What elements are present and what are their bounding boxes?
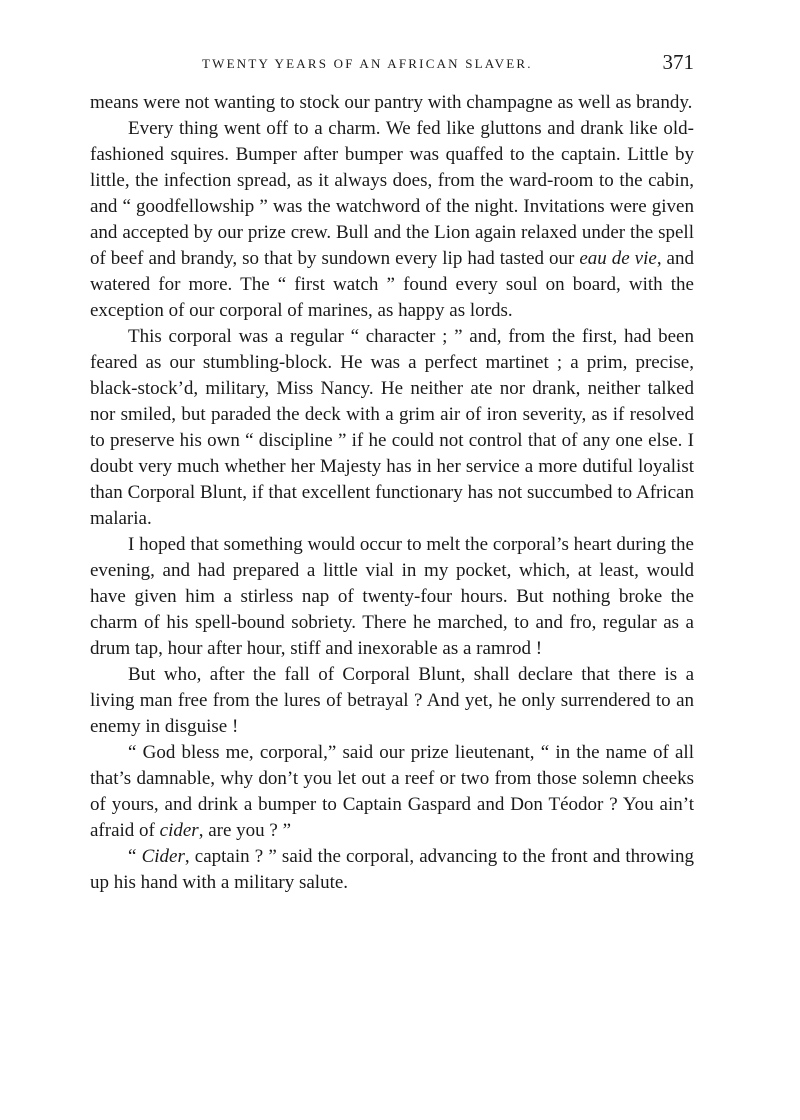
italic-word: cider xyxy=(159,820,199,841)
text-run: “ God bless me, corporal,” said our prize lieutenant, “ in the name of all that’s damnable, why don’t you let out a reef or two from those solemn cheeks of yours, and drink a bumper to Captain Gaspard and Don Téodor ? You ain’t afraid of xyxy=(90,742,694,841)
paragraph xyxy=(90,740,694,844)
paragraph xyxy=(90,662,694,740)
book-page xyxy=(90,50,694,896)
paragraph xyxy=(90,116,694,324)
paragraph xyxy=(90,844,694,896)
paragraph xyxy=(90,324,694,532)
text-run: But who, after the fall of Corporal Blunt, shall declare that there is a living man free from the lures of betrayal ? And yet, he only surrendered to an enemy in disguise ! xyxy=(90,664,694,737)
paragraph xyxy=(90,90,694,116)
running-title: TWENTY YEARS OF AN AFRICAN SLAVER. xyxy=(202,56,533,71)
italic-phrase: eau de vie xyxy=(579,248,657,269)
text-run: , are you ? ” xyxy=(198,820,291,841)
text-run: “ xyxy=(128,846,142,867)
text-run: I hoped that something would occur to melt the corporal’s heart during the evening, and had prepared a little vial in my pocket, which, at least, would have given him a stirless nap of twenty-four hours. But nothing broke the charm of his spell-bound sobriety. There he marched, to and fro, regular as a drum tap, hour after hour, stiff and inexorable as a ramrod ! xyxy=(90,534,694,659)
body-text xyxy=(90,90,694,896)
paragraph xyxy=(90,532,694,662)
page-number: 371 xyxy=(662,50,694,74)
text-run: This corporal was a regular “ character ; ” and, from the first, had been feared as our stumbling-block. He was a perfect martinet ; a prim, precise, black-stock’d, military, Miss Nancy. He neither ate nor drank, neither talked nor smiled, but paraded the deck with a grim air of iron severity, as if resolved to preserve his own “ discipline ” if he could not control that of any one else. I doubt very much whether her Majesty has in her service a more dutiful loyalist than Corporal Blunt, if that excellent functionary has not succumbed to African malaria. xyxy=(90,326,694,529)
italic-word: Cider xyxy=(141,846,185,867)
text-run: , captain ? ” said the corporal, advancing to the front and throwing up his hand with a military salute. xyxy=(90,846,695,893)
text-run: means were not wanting to stock our pantry with champagne as well as brandy. xyxy=(90,92,693,113)
text-run: , and watered for more. The “ first watch ” found every soul on board, with the exception of our corporal of marines, as happy as lords. xyxy=(90,248,694,321)
text-run: Every thing went off to a charm. We fed like gluttons and drank like old-fashioned squires. Bumper after bumper was quaffed to the captain. Little by little, the infection spread, as it always does, from the ward-room to the cabin, and “ goodfellowship ” was the watchword of the night. Invitations were given and accepted by our prize crew. Bull and the Lion again relaxed under the spell of beef and brandy, so that by sundown every lip had tasted our xyxy=(90,118,694,269)
page-header xyxy=(90,50,694,90)
